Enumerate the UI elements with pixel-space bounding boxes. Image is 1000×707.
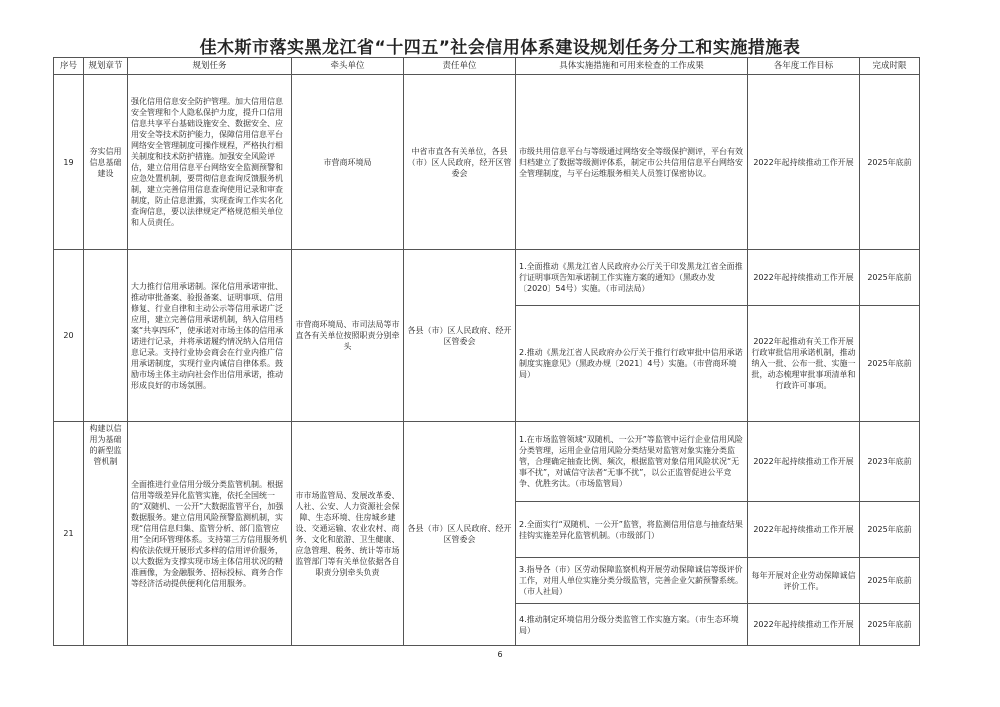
row-lead: 市营商环境局、市司法局等市直各有关单位按照职责分别牵头: [292, 250, 404, 422]
row-number: 19: [54, 75, 84, 250]
document-title: 佳木斯市落实黑龙江省“十四五”社会信用体系建设规划任务分工和实施措施表: [199, 38, 801, 58]
row-lead: 市营商环境局: [292, 75, 404, 250]
row-chapter: 构建以信用为基础的新型监管机制: [84, 422, 128, 646]
row-lead: 市市场监管局、发展改革委、人社、公安、人力资源社会保障、生态环境、住房城乡建设、交通运输、农业农村、商务、文化和旅游、卫生健康、应急管理、税务、统计等市场监管部门等有关单位依据各自职责分别牵头负责: [292, 422, 404, 646]
row-number: 21: [54, 422, 84, 646]
row-chapter: 夯实信用信息基础建设: [84, 75, 128, 250]
row-measure: 4.推动制定环境信用分级分类监管工作实施方案。（市生态环境局）: [516, 604, 748, 646]
header-row: [54, 58, 920, 75]
row-measure: 2.推动《黑龙江省人民政府办公厅关于推行行政审批中信用承诺制度实施意见》（黑政办规〔2021〕4号）实施。（市营商环境局）: [516, 306, 748, 422]
header-chapter: 规划章节: [84, 58, 128, 75]
row-measure: 3.指导各（市）区劳动保障监察机构开展劳动保障诚信等级评价工作，对用人单位实施分类分级监管，完善企业欠薪预警系统。（市人社局）: [516, 558, 748, 604]
row-deadline: 2025年底前: [860, 75, 920, 250]
header-task: 规划任务: [128, 58, 292, 75]
row-measure: 1.全面推动《黑龙江省人民政府办公厅关于印发黑龙江省全面推行证明事项告知承诺制工作实施方案的通知》（黑政办发〔2020〕54号）实施。（市司法局）: [516, 250, 748, 306]
row-resp: 各县（市）区人民政府、经开区管委会: [404, 422, 516, 646]
row-task: 大力推行信用承诺制。深化信用承诺审批、推动审批备案、验报备案、证明事项、信用修复、行业自律和主动公示等信用承诺广泛应用，建立完善信用承诺机制，纳入信用档案“共享四环”，使承诺对市场主体的信用承诺进行记录，并将承诺履约情况纳入信用信息记录。支持行业协会商会在行业内推广信用承诺制度，实现行业内诚信自律体系。鼓励市场主体主动向社会作出信用承诺，推动形成良好的市场氛围。: [128, 250, 292, 422]
header-measure: 具体实施措施和可用来检查的工作成果: [516, 58, 748, 75]
table-row: [54, 422, 920, 502]
row-resp: 中省市直各有关单位，各县（市）区人民政府，经开区管委会: [404, 75, 516, 250]
header-resp: 责任单位: [404, 58, 516, 75]
row-task: 强化信用信息安全防护管理。加大信用信息安全管理和个人隐私保护力度，提升口信用信息共享平台基础设施安全、数据安全、应用安全等技术防护能力，保障信用信息平台网络安全管理制度可操作规程，严格执行相关制度和技术防护措施。加强安全风险评估，建立信用信息平台网络安全监测预警和应急处置机制，要贯彻信息查询反馈服务机制，建立完善信用信息查询使用记录和审查制度，防止信息泄露，实现查询工作实名化查询信息，要以法律规定严格规范相关单位和人员责任。: [128, 75, 292, 250]
row-deadline: 2023年底前: [860, 422, 920, 502]
header-target: 各年度工作目标: [748, 58, 860, 75]
header-deadline: 完成时限: [860, 58, 920, 75]
header-lead: 牵头单位: [292, 58, 404, 75]
row-target: 2022年起持续推动工作开展: [748, 250, 860, 306]
row-measure: 2.全面实行“双随机、一公开”监管，将监测信用信息与抽查结果挂钩实施差异化监管机制。（市级部门）: [516, 502, 748, 558]
row-target: 2022年起持续推动工作开展: [748, 604, 860, 646]
row-target: 2022年起持续推动工作开展: [748, 75, 860, 250]
header-no: 序号: [54, 58, 84, 75]
row-target: 2022年起推动有关工作开展行政审批信用承诺机制，推动纳入一批、公布一批、实施一批，动态梳理审批事项清单和行政许可事项。: [748, 306, 860, 422]
row-deadline: 2025年底前: [860, 604, 920, 646]
row-measure: 市级共用信息平台与等级通过网络安全等级保护测评，平台有效归档建立了数据等级测评体系，制定市公共信用信息平台网络安全管理制度，与平台运维服务相关人员签订保密协议。: [516, 75, 748, 250]
row-number: 20: [54, 250, 84, 422]
row-chapter-empty: [84, 250, 128, 422]
table-row: [54, 75, 920, 250]
row-resp: 各县（市）区人民政府、经开区管委会: [404, 250, 516, 422]
row-target: 2022年起持续推动工作开展: [748, 422, 860, 502]
row-deadline: 2025年底前: [860, 250, 920, 306]
row-target: 2022年起持续推动工作开展: [748, 502, 860, 558]
row-deadline: 2025年底前: [860, 558, 920, 604]
row-deadline: 2025年底前: [860, 306, 920, 422]
table-row: [54, 250, 920, 306]
row-target: 每年开展对企业劳动保障诚信评价工作。: [748, 558, 860, 604]
row-task: 全面推进行业信用分级分类监管机制。根据信用等级差异化监管实施，依托全国统一的“双随机、一公开”大数据监管平台，加强数据服务。建立信用风险预警监测机制，实现“信用信息归集、监管分析、部门监管应用”全闭环管理体系。支持第三方信用服务机构依法依规开展形式多样的信用评价服务，以大数据为支撑实现市场主体信用状况的精准画像，为金融服务、招标投标、商务合作等经济活动提供便利化信用服务。: [128, 422, 292, 646]
row-deadline: 2025年底前: [860, 502, 920, 558]
task-table: [53, 57, 920, 646]
row-measure: 1.在市场监管领域“双随机、一公开”等监管中运行企业信用风险分类管理，运用企业信用风险分类结果对监管对象实施分类监管，合理确定抽查比例、频次，根据监管对象信用风险状况“无事不扰”，对诚信守法者“无事不扰”，以公正监管促进公平竞争、优胜劣汰。（市场监管局）: [516, 422, 748, 502]
page-number: 6: [497, 650, 503, 659]
